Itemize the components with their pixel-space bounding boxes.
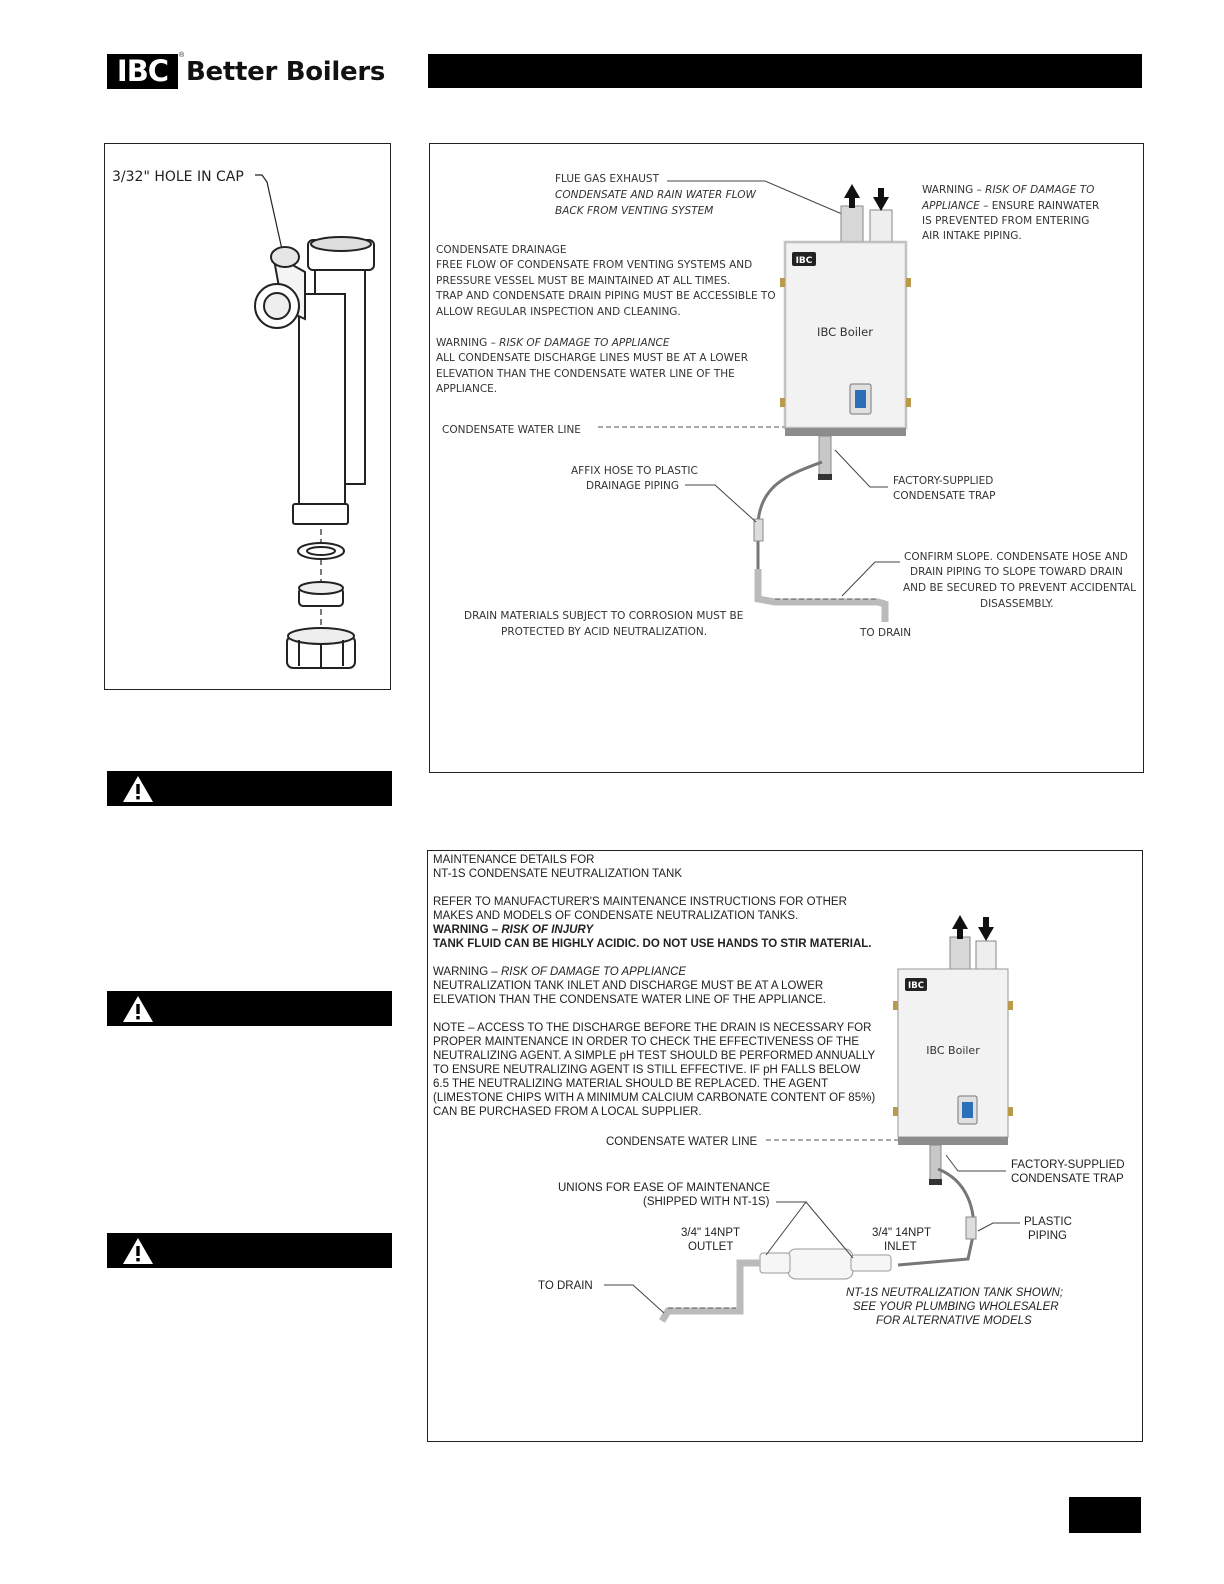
rain-warning-line-2: APPLIANCE – ENSURE RAINWATER <box>922 200 1100 212</box>
trap-label-1: FACTORY-SUPPLIED <box>893 475 994 487</box>
outlet-label-2: OUTLET <box>688 1241 734 1253</box>
rain-warning-line-3: IS PREVENTED FROM ENTERING <box>922 215 1090 227</box>
boiler-badge: IBC <box>908 981 924 991</box>
trap-label-1: FACTORY-SUPPLIED <box>1011 1159 1125 1171</box>
plastic-label-1: PLASTIC <box>1024 1216 1072 1228</box>
note-line-3: NEUTRALIZING AGENT. A SIMPLE pH TEST SHOULD BE PERFORMED ANNUALLY <box>433 1050 876 1062</box>
warning-bar-3 <box>107 1233 392 1268</box>
maint-title-2: NT-1S CONDENSATE NEUTRALIZATION TANK <box>433 868 682 880</box>
inlet-label-1: 3/4" 14NPT <box>872 1227 932 1239</box>
maint-title-1: MAINTENANCE DETAILS FOR <box>433 854 595 866</box>
hose-label-2: DRAINAGE PIPING <box>586 480 680 492</box>
slope-line-1: CONFIRM SLOPE. CONDENSATE HOSE AND <box>904 551 1128 563</box>
water-line-label: CONDENSATE WATER LINE <box>442 424 581 436</box>
to-drain-label: TO DRAIN <box>860 627 912 639</box>
note-line-5: 6.5 THE NEUTRALIZING MATERIAL SHOULD BE REPLACED. THE AGENT <box>433 1078 829 1090</box>
unions-label-1: UNIONS FOR EASE OF MAINTENANCE <box>558 1182 771 1194</box>
ibc-logo: IBC <box>107 54 178 89</box>
installation-drawing <box>430 144 1143 772</box>
unions-label-2: (SHIPPED WITH NT-1S) <box>643 1196 770 1208</box>
flue-back-label: BACK FROM VENTING SYSTEM <box>555 205 714 217</box>
slope-line-3: AND BE SECURED TO PREVENT ACCIDENTAL <box>903 582 1136 594</box>
boiler-unit <box>893 915 1013 1185</box>
appliance-warning-line-2: ELEVATION THAN THE CONDENSATE WATER LINE OF THE APPLIANCE. <box>433 994 826 1006</box>
drainage-title: CONDENSATE DRAINAGE <box>436 244 567 256</box>
appliance-warning-title: WARNING – RISK OF DAMAGE TO APPLIANCE <box>436 337 670 349</box>
note-line-4: TO ENSURE NEUTRALIZING AGENT IS STILL EFFECTIVE. IF pH FALLS BELOW <box>433 1064 861 1076</box>
note-line-1: NOTE – ACCESS TO THE DISCHARGE BEFORE THE DRAIN IS NECESSARY FOR <box>433 1022 872 1034</box>
plastic-label-2: PIPING <box>1028 1230 1067 1242</box>
tank-note-2: SEE YOUR PLUMBING WHOLESALER <box>853 1301 1059 1313</box>
drainage-line-3: TRAP AND CONDENSATE DRAIN PIPING MUST BE ACCESSIBLE TO <box>436 290 776 302</box>
drainage-line-2: PRESSURE VESSEL MUST BE MAINTAINED AT ALL TIMES. <box>436 275 731 287</box>
slope-line-4: DISASSEMBLY. <box>980 598 1054 610</box>
brand-name: Better Boilers <box>186 57 386 87</box>
water-line-label: CONDENSATE WATER LINE <box>606 1136 758 1148</box>
appliance-warning-line-1: ALL CONDENSATE DISCHARGE LINES MUST BE AT A LOWER <box>436 352 748 364</box>
boiler-unit <box>780 184 911 480</box>
injury-warning-text: TANK FLUID CAN BE HIGHLY ACIDIC. DO NOT USE HANDS TO STIR MATERIAL. <box>433 938 872 950</box>
trap-label-2: CONDENSATE TRAP <box>1011 1173 1124 1185</box>
warning-triangle-icon <box>121 774 155 804</box>
appliance-warning-line-3: APPLIANCE. <box>436 383 498 395</box>
tank-note-1: NT-1S NEUTRALIZATION TANK SHOWN; <box>846 1287 1064 1299</box>
outlet-label-1: 3/4" 14NPT <box>681 1227 741 1239</box>
to-drain-label: TO DRAIN <box>538 1280 593 1292</box>
appliance-warning-line-2: ELEVATION THAN THE CONDENSATE WATER LINE OF THE <box>436 368 735 380</box>
slope-line-2: DRAIN PIPING TO SLOPE TOWARD DRAIN <box>910 566 1123 578</box>
condensate-trap-figure <box>104 143 391 690</box>
injury-warning-title: WARNING – RISK OF INJURY <box>433 924 594 936</box>
note-line-7: CAN BE PURCHASED FROM A LOCAL SUPPLIER. <box>433 1106 702 1118</box>
trademark-mark: ® <box>179 52 185 59</box>
hole-in-cap-label: 3/32" HOLE IN CAP <box>112 169 244 185</box>
boiler-label: IBC Boiler <box>817 325 873 339</box>
corrosion-line-2: PROTECTED BY ACID NEUTRALIZATION. <box>501 626 708 638</box>
condensate-trap-drawing <box>105 144 390 689</box>
neutralization-maintenance-diagram <box>427 850 1143 1442</box>
drainage-line-4: ALLOW REGULAR INSPECTION AND CLEANING. <box>436 306 681 318</box>
section-title-bar <box>428 54 1142 88</box>
condensate-installation-diagram <box>429 143 1144 773</box>
rain-warning-line-4: AIR INTAKE PIPING. <box>922 230 1022 242</box>
boiler-label: IBC Boiler <box>926 1044 980 1057</box>
warning-triangle-icon <box>121 994 155 1024</box>
warning-bar-2 <box>107 991 392 1026</box>
boiler-badge: IBC <box>795 256 813 266</box>
hose-label-1: AFFIX HOSE TO PLASTIC <box>571 465 698 477</box>
tank-note-3: FOR ALTERNATIVE MODELS <box>876 1315 1032 1327</box>
warning-triangle-icon <box>121 1236 155 1266</box>
trap-label-2: CONDENSATE TRAP <box>893 490 996 502</box>
flue-flow-label: CONDENSATE AND RAIN WATER FLOW <box>555 189 756 201</box>
page-number-block <box>1069 1497 1141 1533</box>
flue-gas-label: FLUE GAS EXHAUST <box>555 173 660 185</box>
drainage-line-1: FREE FLOW OF CONDENSATE FROM VENTING SYSTEMS AND <box>436 259 753 271</box>
corrosion-line-1: DRAIN MATERIALS SUBJECT TO CORROSION MUST BE <box>464 610 744 622</box>
rain-warning-line-1: WARNING – RISK OF DAMAGE TO <box>922 184 1095 196</box>
refer-line-2: MAKES AND MODELS OF CONDENSATE NEUTRALIZATION TANKS. <box>433 910 799 922</box>
note-line-6: (LIMESTONE CHIPS WITH A MINIMUM CALCIUM CARBONATE CONTENT OF 85%) <box>433 1092 876 1104</box>
warning-bar-1 <box>107 771 392 806</box>
appliance-warning-title: WARNING – RISK OF DAMAGE TO APPLIANCE <box>433 966 687 978</box>
inlet-label-2: INLET <box>884 1241 917 1253</box>
maintenance-drawing <box>428 851 1142 1441</box>
note-line-2: PROPER MAINTENANCE IN ORDER TO CHECK THE EFFECTIVENESS OF THE <box>433 1036 859 1048</box>
refer-line-1: REFER TO MANUFACTURER'S MAINTENANCE INSTRUCTIONS FOR OTHER <box>433 896 847 908</box>
appliance-warning-line-1: NEUTRALIZATION TANK INLET AND DISCHARGE MUST BE AT A LOWER <box>433 980 824 992</box>
